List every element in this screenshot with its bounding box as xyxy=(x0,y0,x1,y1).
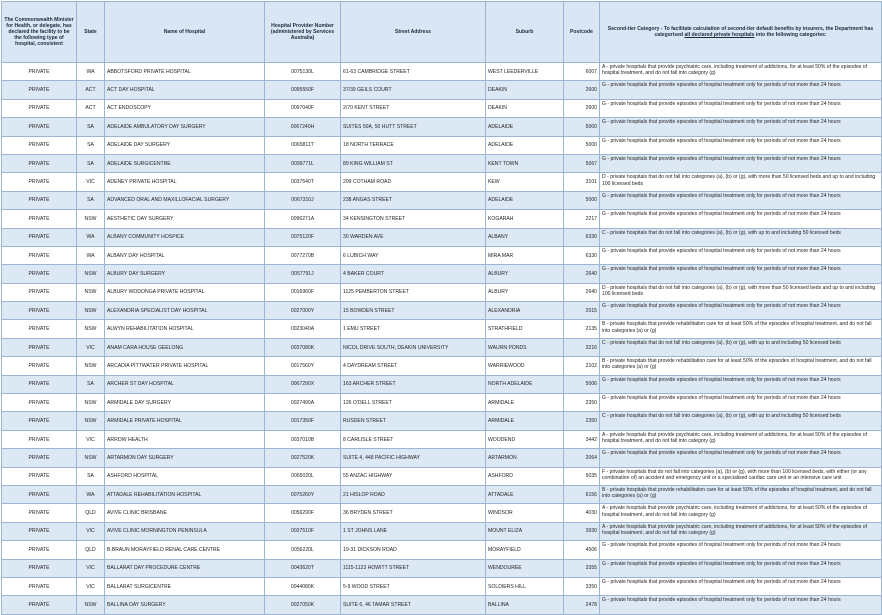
cell-category[interactable]: G - private hospitals that provide episodes of hospital treatment only for periods of not more than 24 hours xyxy=(600,265,882,283)
cell-suburb[interactable]: KEW xyxy=(486,173,564,191)
cell-address[interactable]: 209 COTHAM ROAD xyxy=(341,173,486,191)
cell-hospital-name[interactable]: ANAM CARA HOUSE GEELONG xyxy=(105,338,265,356)
header-state[interactable]: State xyxy=(77,2,105,63)
cell-suburb[interactable]: NORTH ADELAIDE xyxy=(486,375,564,393)
cell-state[interactable]: NSW xyxy=(77,394,105,412)
cell-postcode[interactable]: 2350 xyxy=(564,412,600,430)
cell-address[interactable]: 37/39 GEILS COURT xyxy=(341,81,486,99)
header-provider-number[interactable]: Hospital Provider Number (administered by Services Australia) xyxy=(265,2,341,63)
cell-suburb[interactable]: ARTARMON xyxy=(486,449,564,467)
table-row xyxy=(2,246,882,264)
cell-postcode[interactable]: 4030 xyxy=(564,504,600,522)
cell-type[interactable]: PRIVATE xyxy=(2,246,77,264)
cell-type[interactable]: PRIVATE xyxy=(2,430,77,448)
cell-address[interactable]: SUITE 6, 46 TAMAR STREET xyxy=(341,596,486,614)
cell-type[interactable]: PRIVATE xyxy=(2,541,77,559)
cell-hospital-name[interactable]: ASHFORD HOSPITAL xyxy=(105,467,265,485)
cell-category[interactable]: C - private hospitals that do not fall into categories (a), (b) or (g), with up to and including 50 licensed beds xyxy=(600,338,882,356)
cell-state[interactable]: NSW xyxy=(77,357,105,375)
table-row xyxy=(2,577,882,595)
cell-type[interactable]: PRIVATE xyxy=(2,154,77,172)
cell-category[interactable]: G - private hospitals that provide episodes of hospital treatment only for periods of not more than 24 hours xyxy=(600,577,882,595)
cell-provider-number[interactable]: 0037540T xyxy=(265,173,341,191)
cell-suburb[interactable]: WARRIEWOOD xyxy=(486,357,564,375)
cell-address[interactable]: RUSDEN STREET xyxy=(341,412,486,430)
cell-address[interactable]: SUITES 50A, 50 HUTT STREET xyxy=(341,118,486,136)
cell-hospital-name[interactable]: BALLARAT SURGICENTRE xyxy=(105,577,265,595)
cell-hospital-name[interactable]: AVIVE CLINIC MORNINGTON PENINSULA xyxy=(105,522,265,540)
cell-suburb[interactable]: ALBANY xyxy=(486,228,564,246)
cell-postcode[interactable]: 3101 xyxy=(564,173,600,191)
cell-postcode[interactable]: 2135 xyxy=(564,320,600,338)
cell-hospital-name[interactable]: BALLARAT DAY PROCEDURE CENTRE xyxy=(105,559,265,577)
cell-type[interactable]: PRIVATE xyxy=(2,485,77,503)
cell-suburb[interactable]: STRATHFIELD xyxy=(486,320,564,338)
cell-suburb[interactable]: ADELAIDE xyxy=(486,191,564,209)
cell-postcode[interactable]: 2015 xyxy=(564,302,600,320)
cell-hospital-name[interactable]: ARROW HEALTH xyxy=(105,430,265,448)
cell-type[interactable]: PRIVATE xyxy=(2,522,77,540)
cell-postcode[interactable]: 5067 xyxy=(564,154,600,172)
cell-postcode[interactable]: 2600 xyxy=(564,81,600,99)
cell-hospital-name[interactable]: ARCADIA PITTWATER PRIVATE HOSPITAL xyxy=(105,357,265,375)
cell-provider-number[interactable]: 0065811T xyxy=(265,136,341,154)
table-row xyxy=(2,210,882,228)
cell-hospital-name[interactable]: B.BRAUN MORAYFIELD RENAL CARE CENTRE xyxy=(105,541,265,559)
table-row xyxy=(2,265,882,283)
cell-provider-number[interactable]: 0017350F xyxy=(265,412,341,430)
table-row xyxy=(2,338,882,356)
cell-hospital-name[interactable]: ADELAIDE DAY SURGERY xyxy=(105,136,265,154)
cell-address[interactable]: 5-9 WOOD STREET xyxy=(341,577,486,595)
cell-type[interactable]: PRIVATE xyxy=(2,577,77,595)
header-suburb[interactable]: Suburb xyxy=(486,2,564,63)
cell-provider-number[interactable]: 0097040F xyxy=(265,99,341,117)
cell-address[interactable]: 21 HISLOP ROAD xyxy=(341,485,486,503)
table-row xyxy=(2,320,882,338)
cell-state[interactable]: WA xyxy=(77,485,105,503)
cell-address[interactable]: 4 DAYDREAM STREET xyxy=(341,357,486,375)
cell-provider-number[interactable]: 0057791J xyxy=(265,265,341,283)
cell-postcode[interactable]: 3355 xyxy=(564,559,600,577)
table-row xyxy=(2,118,882,136)
cell-category[interactable]: D - private hospitals that do not fall into categories (a), (b) or (g), with more than 50 licensed beds and up to and including 100 licensed beds xyxy=(600,173,882,191)
cell-category[interactable]: A - private hospitals that provide psychiatric care, including treatment of addictions, for at least 50% of the episodes of hospital treatment, and do not fall into category (g) xyxy=(600,504,882,522)
table-row xyxy=(2,136,882,154)
table-row xyxy=(2,173,882,191)
cell-state[interactable]: QLD xyxy=(77,504,105,522)
cell-provider-number[interactable]: 0027490A xyxy=(265,394,341,412)
cell-state[interactable]: SA xyxy=(77,191,105,209)
cell-postcode[interactable]: 3216 xyxy=(564,338,600,356)
cell-address[interactable]: 6 LUBICH WAY xyxy=(341,246,486,264)
cell-suburb[interactable]: WENDOUREE xyxy=(486,559,564,577)
cell-provider-number[interactable]: 0065020L xyxy=(265,467,341,485)
cell-postcode[interactable]: 3930 xyxy=(564,522,600,540)
cell-type[interactable]: PRIVATE xyxy=(2,265,77,283)
cell-state[interactable]: VIC xyxy=(77,522,105,540)
cell-hospital-name[interactable]: AVIVE CLINIC BRISBANE xyxy=(105,504,265,522)
cell-postcode[interactable]: 6156 xyxy=(564,485,600,503)
cell-type[interactable]: PRIVATE xyxy=(2,173,77,191)
cell-postcode[interactable]: 2350 xyxy=(564,394,600,412)
cell-state[interactable]: VIC xyxy=(77,338,105,356)
cell-suburb[interactable]: ALEXANDRIA xyxy=(486,302,564,320)
cell-provider-number[interactable]: 0027050K xyxy=(265,596,341,614)
table-row xyxy=(2,63,882,81)
cell-provider-number[interactable]: 0023040A xyxy=(265,320,341,338)
hospital-table xyxy=(1,1,882,615)
cell-category[interactable]: G - private hospitals that provide episodes of hospital treatment only for periods of not more than 24 hours xyxy=(600,81,882,99)
cell-state[interactable]: NSW xyxy=(77,302,105,320)
cell-type[interactable]: PRIVATE xyxy=(2,63,77,81)
cell-postcode[interactable]: 5006 xyxy=(564,375,600,393)
cell-hospital-name[interactable]: ARCHER ST DAY HOSPITAL xyxy=(105,375,265,393)
cell-postcode[interactable]: 2064 xyxy=(564,449,600,467)
cell-category[interactable]: A - private hospitals that provide psychiatric care, including treatment of addictions, for at least 50% of the episodes of hospital treatment, and do not fall into category (g) xyxy=(600,63,882,81)
header-name[interactable]: Name of Hospital xyxy=(105,2,265,63)
cell-category[interactable]: G - private hospitals that provide episodes of hospital treatment only for periods of not more than 24 hours xyxy=(600,541,882,559)
cell-state[interactable]: VIC xyxy=(77,559,105,577)
cell-address[interactable]: 19-31 DICKSON ROAD xyxy=(341,541,486,559)
cell-type[interactable]: PRIVATE xyxy=(2,191,77,209)
table-row xyxy=(2,485,882,503)
cell-type[interactable]: PRIVATE xyxy=(2,559,77,577)
cell-state[interactable]: SA xyxy=(77,375,105,393)
cell-suburb[interactable]: MOUNT ELIZA xyxy=(486,522,564,540)
cell-type[interactable]: PRIVATE xyxy=(2,320,77,338)
cell-state[interactable]: VIC xyxy=(77,577,105,595)
table-row xyxy=(2,467,882,485)
cell-category[interactable]: C - private hospitals that do not fall into categories (a), (b) or (g), with up to and including 50 licensed beds xyxy=(600,228,882,246)
cell-provider-number[interactable]: 0075120F xyxy=(265,228,341,246)
cell-provider-number[interactable]: 0067310J xyxy=(265,191,341,209)
cell-provider-number[interactable]: 0037080K xyxy=(265,338,341,356)
cell-category[interactable]: G - private hospitals that provide episodes of hospital treatment only for periods of not more than 24 hours xyxy=(600,136,882,154)
cell-hospital-name[interactable]: ARMIDALE PRIVATE HOSPITAL xyxy=(105,412,265,430)
cell-postcode[interactable]: 5000 xyxy=(564,191,600,209)
cell-suburb[interactable]: SOLDIERS HILL xyxy=(486,577,564,595)
table-row xyxy=(2,375,882,393)
table-row xyxy=(2,430,882,448)
cell-state[interactable]: SA xyxy=(77,467,105,485)
cell-type[interactable]: PRIVATE xyxy=(2,504,77,522)
cell-type[interactable]: PRIVATE xyxy=(2,338,77,356)
cell-provider-number[interactable]: 0027000Y xyxy=(265,302,341,320)
cell-category[interactable]: G - private hospitals that provide episodes of hospital treatment only for periods of not more than 24 hours xyxy=(600,559,882,577)
cell-provider-number[interactable]: 0096271A xyxy=(265,210,341,228)
cell-address[interactable]: SUITE 4, 448 PACIFIC HIGHWAY xyxy=(341,449,486,467)
cell-hospital-name[interactable]: ADELAIDE AMBULATORY DAY SURGERY xyxy=(105,118,265,136)
cell-hospital-name[interactable]: ADVANCED ORAL AND MAXILLOFACIAL SURGERY xyxy=(105,191,265,209)
spreadsheet xyxy=(0,1,882,609)
cell-suburb[interactable]: ATTADALE xyxy=(486,485,564,503)
cell-type[interactable]: PRIVATE xyxy=(2,136,77,154)
cell-address[interactable]: 2/70 KENT STREET xyxy=(341,99,486,117)
cell-state[interactable]: SA xyxy=(77,136,105,154)
cell-suburb[interactable]: ALBURY xyxy=(486,283,564,301)
cell-category[interactable]: B - private hospitals that provide rehabilitation care for at least 50% of the episodes of hospital treatment, and do not fall into categories (a) or (g) xyxy=(600,485,882,503)
cell-suburb[interactable]: ASHFORD xyxy=(486,467,564,485)
cell-suburb[interactable]: ADELAIDE xyxy=(486,136,564,154)
cell-state[interactable]: NSW xyxy=(77,265,105,283)
cell-address[interactable]: 61-63 CAMBRIDGE STREET xyxy=(341,63,486,81)
cell-hospital-name[interactable]: ADENEY PRIVATE HOSPITAL xyxy=(105,173,265,191)
table-row xyxy=(2,81,882,99)
header-category[interactable] xyxy=(600,2,882,63)
cell-provider-number[interactable]: 0067290X xyxy=(265,375,341,393)
header-row xyxy=(2,2,882,63)
cell-address[interactable]: 1115-1123 HOWITT STREET xyxy=(341,559,486,577)
cell-type[interactable]: PRIVATE xyxy=(2,467,77,485)
cell-state[interactable]: NSW xyxy=(77,412,105,430)
cell-category[interactable]: G - private hospitals that provide episodes of hospital treatment only for periods of not more than 24 hours xyxy=(600,191,882,209)
cell-type[interactable]: PRIVATE xyxy=(2,302,77,320)
cell-state[interactable]: NSW xyxy=(77,283,105,301)
cell-type[interactable]: PRIVATE xyxy=(2,118,77,136)
cell-address[interactable]: 4 BAKER COURT xyxy=(341,265,486,283)
table-row xyxy=(2,522,882,540)
cell-hospital-name[interactable]: ARTARMON DAY SURGERY xyxy=(105,449,265,467)
cell-category[interactable]: G - private hospitals that provide episodes of hospital treatment only for periods of not more than 24 hours xyxy=(600,394,882,412)
cell-postcode[interactable]: 6330 xyxy=(564,228,600,246)
cell-provider-number[interactable]: 0067240H xyxy=(265,118,341,136)
cell-address[interactable]: 34 KENSINGTON STREET xyxy=(341,210,486,228)
table-row xyxy=(2,154,882,172)
cell-category[interactable]: G - private hospitals that provide episodes of hospital treatment only for periods of not more than 24 hours xyxy=(600,375,882,393)
cell-provider-number[interactable]: 0075260Y xyxy=(265,485,341,503)
cell-suburb[interactable]: ADELAIDE xyxy=(486,118,564,136)
cell-state[interactable]: QLD xyxy=(77,541,105,559)
cell-type[interactable]: PRIVATE xyxy=(2,375,77,393)
cell-postcode[interactable]: 2600 xyxy=(564,99,600,117)
header-postcode[interactable]: Postcode xyxy=(564,2,600,63)
cell-provider-number[interactable]: 0044080K xyxy=(265,577,341,595)
cell-state[interactable]: NSW xyxy=(77,596,105,614)
table-row xyxy=(2,191,882,209)
cell-provider-number[interactable]: 0077270B xyxy=(265,246,341,264)
cell-category[interactable]: G - private hospitals that provide episodes of hospital treatment only for periods of not more than 24 hours xyxy=(600,449,882,467)
table-row xyxy=(2,302,882,320)
cell-hospital-name[interactable]: ALEXANDRIA SPECIALIST DAY HOSPITAL xyxy=(105,302,265,320)
table-row xyxy=(2,283,882,301)
cell-suburb[interactable]: WINDSOR xyxy=(486,504,564,522)
cell-suburb[interactable]: KOGARAH xyxy=(486,210,564,228)
table-row xyxy=(2,228,882,246)
header-category-text-a: Second-tier Category - To facilitate calculation of second-tier default benefits by insurers, the Department has categorised xyxy=(607,26,874,38)
table-row xyxy=(2,596,882,614)
cell-state[interactable]: VIC xyxy=(77,173,105,191)
table-row xyxy=(2,541,882,559)
cell-category[interactable]: B - private hospitals that provide rehabilitation care for at least 50% of the episodes of hospital treatment, and do not fall into categories (a) or (g) xyxy=(600,357,882,375)
cell-category[interactable]: G - private hospitals that provide episodes of hospital treatment only for periods of not more than 24 hours xyxy=(600,154,882,172)
cell-postcode[interactable]: 2102 xyxy=(564,357,600,375)
cell-type[interactable]: PRIVATE xyxy=(2,394,77,412)
cell-address[interactable]: 1 ST JOHNS LANE xyxy=(341,522,486,540)
table-row xyxy=(2,559,882,577)
cell-hospital-name[interactable]: ALWYN REHABILITATION HOSPITAL xyxy=(105,320,265,338)
table-row xyxy=(2,449,882,467)
cell-postcode[interactable]: 2640 xyxy=(564,265,600,283)
cell-category[interactable]: G - private hospitals that provide episodes of hospital treatment only for periods of not more than 24 hours xyxy=(600,596,882,614)
cell-state[interactable]: ACT xyxy=(77,99,105,117)
cell-category[interactable]: C - private hospitals that do not fall into categories (a), (b) or (g), with up to and including 50 licensed beds xyxy=(600,412,882,430)
cell-suburb[interactable]: BALLINA xyxy=(486,596,564,614)
header-category-text-b: into the following categories: xyxy=(754,32,827,38)
cell-provider-number[interactable]: 0075130L xyxy=(265,63,341,81)
table-row xyxy=(2,357,882,375)
cell-suburb[interactable]: ALBURY xyxy=(486,265,564,283)
cell-type[interactable]: PRIVATE xyxy=(2,357,77,375)
cell-category[interactable]: G - private hospitals that provide episodes of hospital treatment only for periods of not more than 24 hours xyxy=(600,210,882,228)
cell-provider-number[interactable]: 0037510F xyxy=(265,522,341,540)
cell-provider-number[interactable]: 0095550F xyxy=(265,81,341,99)
cell-provider-number[interactable]: 0099771L xyxy=(265,154,341,172)
cell-state[interactable]: WA xyxy=(77,228,105,246)
cell-provider-number[interactable]: 0017560Y xyxy=(265,357,341,375)
cell-type[interactable]: PRIVATE xyxy=(2,210,77,228)
cell-provider-number[interactable]: 0037010B xyxy=(265,430,341,448)
cell-type[interactable]: PRIVATE xyxy=(2,283,77,301)
cell-type[interactable]: PRIVATE xyxy=(2,449,77,467)
header-type[interactable]: The Commonwealth Minister for Health, or delegate, has declared the facility to be the following type of hospital, consistent xyxy=(2,2,77,63)
cell-provider-number[interactable]: 0016960F xyxy=(265,283,341,301)
cell-address[interactable]: 1 EMU STREET xyxy=(341,320,486,338)
cell-hospital-name[interactable]: BALLINA DAY SURGERY xyxy=(105,596,265,614)
cell-hospital-name[interactable]: ABBOTSFORD PRIVATE HOSPITAL xyxy=(105,63,265,81)
cell-postcode[interactable]: 4506 xyxy=(564,541,600,559)
cell-suburb[interactable]: MORAYFIELD xyxy=(486,541,564,559)
table-row xyxy=(2,394,882,412)
cell-category[interactable]: B - private hospitals that provide rehabilitation care for at least 50% of the episodes of hospital treatment, and do not fall into categories (a) or (g) xyxy=(600,320,882,338)
cell-postcode[interactable]: 6330 xyxy=(564,246,600,264)
cell-state[interactable]: VIC xyxy=(77,430,105,448)
table-row xyxy=(2,99,882,117)
cell-address[interactable]: 15 BOWDEN STREET xyxy=(341,302,486,320)
cell-state[interactable]: NSW xyxy=(77,210,105,228)
cell-state[interactable]: SA xyxy=(77,118,105,136)
cell-suburb[interactable]: WEST LEEDERVILLE xyxy=(486,63,564,81)
cell-type[interactable]: PRIVATE xyxy=(2,99,77,117)
cell-hospital-name[interactable]: ACT DAY HOSPITAL xyxy=(105,81,265,99)
cell-hospital-name[interactable]: ALBURY WODONGA PRIVATE HOSPITAL xyxy=(105,283,265,301)
cell-type[interactable]: PRIVATE xyxy=(2,81,77,99)
cell-state[interactable]: WA xyxy=(77,246,105,264)
cell-postcode[interactable]: 2217 xyxy=(564,210,600,228)
cell-category[interactable]: G - private hospitals that provide episodes of hospital treatment only for periods of not more than 24 hours xyxy=(600,118,882,136)
cell-category[interactable]: F - private hospitals that do not fall into categories (a), (b) or (g), with more than 100 licensed beds, with either (or any combination of) an accident and emergency unit or a specialised cardiac care unit or an intensive care unit xyxy=(600,467,882,485)
cell-provider-number[interactable]: 0043620T xyxy=(265,559,341,577)
cell-address[interactable]: NICOL DRIVE SOUTH, DEAKIN UNIVERSITY xyxy=(341,338,486,356)
cell-category[interactable]: A - private hospitals that provide psychiatric care, including treatment of addictions, for at least 50% of the episodes of hospital treatment, and do not fall into category (g) xyxy=(600,430,882,448)
cell-provider-number[interactable]: 0056220L xyxy=(265,541,341,559)
cell-address[interactable]: 89 KING WILLIAM ST xyxy=(341,154,486,172)
cell-provider-number[interactable]: 0027520K xyxy=(265,449,341,467)
cell-address[interactable]: 18 NORTH TERRACE xyxy=(341,136,486,154)
cell-postcode[interactable]: 5000 xyxy=(564,136,600,154)
cell-state[interactable]: WA xyxy=(77,63,105,81)
cell-suburb[interactable]: ARMIDALE xyxy=(486,412,564,430)
cell-postcode[interactable]: 2640 xyxy=(564,283,600,301)
header-category-underlined: all declared private hospitals xyxy=(684,32,755,38)
cell-type[interactable]: PRIVATE xyxy=(2,228,77,246)
cell-state[interactable]: SA xyxy=(77,154,105,172)
cell-suburb[interactable]: WOODEND xyxy=(486,430,564,448)
cell-hospital-name[interactable]: ATTADALE REHABILITATION HOSPITAL xyxy=(105,485,265,503)
cell-hospital-name[interactable]: ACT ENDOSCOPY xyxy=(105,99,265,117)
cell-address[interactable]: 30 WARDEN AVE xyxy=(341,228,486,246)
cell-type[interactable]: PRIVATE xyxy=(2,596,77,614)
cell-address[interactable]: 238 ANGAS STREET xyxy=(341,191,486,209)
cell-address[interactable]: 36 BRYDEN STREET xyxy=(341,504,486,522)
cell-hospital-name[interactable]: ARMIDALE DAY SURGERY xyxy=(105,394,265,412)
cell-postcode[interactable]: 5000 xyxy=(564,118,600,136)
cell-type[interactable]: PRIVATE xyxy=(2,412,77,430)
cell-provider-number[interactable]: 0056290F xyxy=(265,504,341,522)
cell-postcode[interactable]: 3442 xyxy=(564,430,600,448)
cell-postcode[interactable]: 6007 xyxy=(564,63,600,81)
cell-address[interactable]: 126 O'DELL STREET xyxy=(341,394,486,412)
cell-hospital-name[interactable]: ALBANY COMMUNITY HOSPICE xyxy=(105,228,265,246)
cell-address[interactable]: 8 CARLISLE STREET xyxy=(341,430,486,448)
cell-category[interactable]: D - private hospitals that do not fall into categories (a), (b) or (g), with more than 50 licensed beds and up to and including 100 licensed beds xyxy=(600,283,882,301)
cell-address[interactable]: 1125 PEMBERTON STREET xyxy=(341,283,486,301)
cell-category[interactable]: A - private hospitals that provide psychiatric care, including treatment of addictions, for at least 50% of the episodes of hospital treatment, and do not fall into category (g) xyxy=(600,522,882,540)
cell-state[interactable]: NSW xyxy=(77,320,105,338)
table-row xyxy=(2,412,882,430)
table-row xyxy=(2,504,882,522)
cell-suburb[interactable]: ARMIDALE xyxy=(486,394,564,412)
cell-suburb[interactable]: DEAKIN xyxy=(486,81,564,99)
cell-suburb[interactable]: MIRA MAR xyxy=(486,246,564,264)
cell-category[interactable]: G - private hospitals that provide episodes of hospital treatment only for periods of not more than 24 hours xyxy=(600,99,882,117)
cell-suburb[interactable]: KENT TOWN xyxy=(486,154,564,172)
cell-suburb[interactable]: DEAKIN xyxy=(486,99,564,117)
cell-hospital-name[interactable]: ALBANY DAY HOSPITAL xyxy=(105,246,265,264)
cell-state[interactable]: NSW xyxy=(77,449,105,467)
cell-address[interactable]: 163 ARCHER STREET xyxy=(341,375,486,393)
cell-postcode[interactable]: 5035 xyxy=(564,467,600,485)
cell-hospital-name[interactable]: ADELAIDE SURGICENTRE xyxy=(105,154,265,172)
cell-hospital-name[interactable]: ALBURY DAY SURGERY xyxy=(105,265,265,283)
cell-suburb[interactable]: WAURN PONDS xyxy=(486,338,564,356)
cell-address[interactable]: 55 ANZAC HIGHWAY xyxy=(341,467,486,485)
header-address[interactable]: Street Address xyxy=(341,2,486,63)
cell-postcode[interactable]: 3350 xyxy=(564,577,600,595)
cell-state[interactable]: ACT xyxy=(77,81,105,99)
cell-postcode[interactable]: 2478 xyxy=(564,596,600,614)
cell-category[interactable]: G - private hospitals that provide episodes of hospital treatment only for periods of not more than 24 hours xyxy=(600,246,882,264)
cell-hospital-name[interactable]: AESTHETIC DAY SURGERY xyxy=(105,210,265,228)
cell-category[interactable]: G - private hospitals that provide episodes of hospital treatment only for periods of not more than 24 hours xyxy=(600,302,882,320)
